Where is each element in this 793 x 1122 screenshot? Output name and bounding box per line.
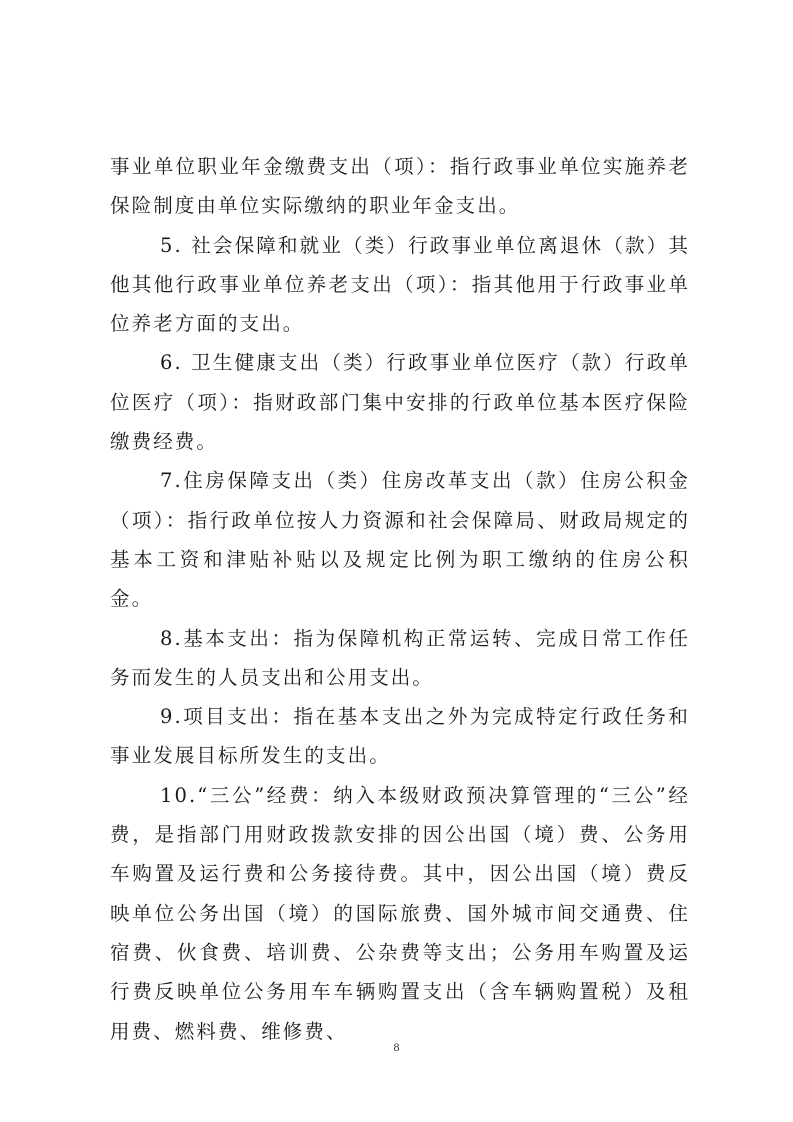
page-number: 8 [393, 1040, 400, 1054]
paragraph-item-5: 5. 社会保障和就业（类）行政事业单位离退休（款）其他其他行政事业单位养老支出（项）：指其他用于行政事业单位养老方面的支出。 [110, 233, 690, 336]
paragraph-item-6: 6. 卫生健康支出（类）行政事业单位医疗（款）行政单位医疗（项）：指财政部门集中安排的行政单位基本医疗保险缴费经费。 [110, 351, 690, 454]
paragraph-item-8: 8.基本支出：指为保障机构正常运转、完成日常工作任务而发生的人员支出和公用支出。 [110, 626, 690, 689]
body-text [110, 147, 690, 1051]
paragraph-item-10: 10.“三公”经费：纳入本级财政预决算管理的“三公”经费，是指部门用财政拨款安排的因公出国（境）费、公务用车购置及运行费和公务接待费。其中，因公出国（境）费反映单位公务出国（境）的国际旅费、国外城市间交通费、住宿费、伙食费、培训费、公杂费等支出；公务用车购置及运行费反映单位公务用车车辆购置支出（含车辆购置税）及租用费、燃料费、维修费、 [110, 783, 690, 1043]
paragraph-item-9: 9.项目支出：指在基本支出之外为完成特定行政任务和事业发展目标所发生的支出。 [110, 705, 690, 768]
paragraph-item-7: 7.住房保障支出（类）住房改革支出（款）住房公积金（项）：指行政单位按人力资源和社会保障局、财政局规定的基本工资和津贴补贴以及规定比例为职工缴纳的住房公积金。 [110, 469, 690, 611]
paragraph-occupational-annuity: 事业单位职业年金缴费支出（项）：指行政事业单位实施养老保险制度由单位实际缴纳的职业年金支出。 [110, 155, 690, 218]
